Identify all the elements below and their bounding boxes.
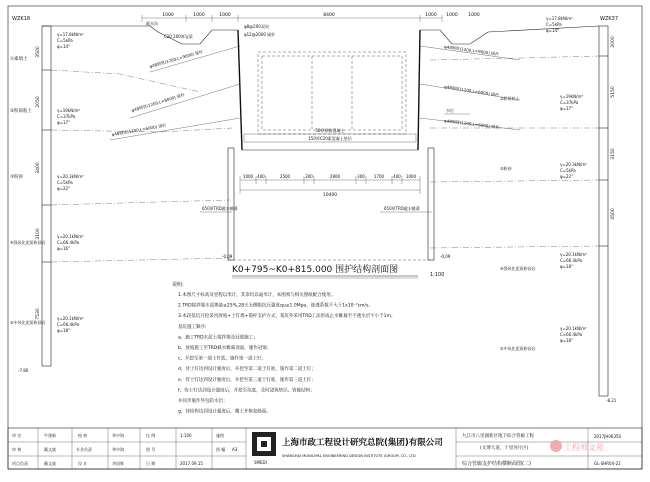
- watermark-icon: [550, 440, 562, 452]
- dim: 1000: [242, 174, 254, 179]
- base-level-right: -0.09: [440, 254, 451, 259]
- right-borehole-column: [599, 26, 608, 396]
- left-layer-name-5: ⑤中风化泥质粉砂岩: [10, 320, 46, 325]
- param: C=66.4kPa: [560, 332, 583, 337]
- right-soil-params: [500, 16, 587, 351]
- tb-label: 专业负责: [76, 447, 92, 452]
- note-line: 1.本图尺寸标高及里程以米计，其余均以毫米计，本图须与相关图纸配合使用。: [178, 293, 336, 298]
- company-name-en: SHANGHAI MUNICIPAL ENGINEERING DESIGN INSTITUTE (GROUP) CO., LTD: [282, 454, 416, 458]
- left-borehole: [10, 16, 51, 373]
- tb-label: 设 计: [78, 461, 88, 466]
- dim-total: 10400: [322, 193, 338, 198]
- tb-name: 华中海: [112, 433, 124, 438]
- right-borehole: [599, 16, 618, 403]
- anchor-label: φ48钢管(1200,L=9000) 锚杆: [443, 44, 500, 57]
- param: φ=16°: [57, 246, 71, 251]
- param: C=5kPa: [560, 168, 576, 173]
- param: γ=20.1kN/m³: [57, 234, 84, 239]
- tb-extra: 图 幅: [216, 447, 226, 452]
- param: γ=17.8kN/m³: [57, 32, 84, 37]
- beam-note: φ8@200双向: [244, 24, 269, 29]
- param: φ=17°: [560, 106, 574, 111]
- bottom-dimensions: [240, 174, 420, 198]
- param: γ=20.1kN/m³: [57, 316, 84, 321]
- dim: 1000: [193, 13, 205, 18]
- drawing-number: 2017JH0635S: [594, 434, 622, 439]
- left-thickness-5: 7530: [36, 308, 41, 320]
- dim: 1000: [219, 13, 231, 18]
- section-title: K0+795~K0+815.000 围护结构剖面图: [232, 265, 399, 275]
- tb-label: 审 核: [12, 447, 22, 452]
- param: φ=18°: [560, 264, 574, 269]
- tb-name: 牛建新: [44, 433, 56, 438]
- dim: 1000: [405, 174, 417, 179]
- note-line: d、待土钉达到设计强度后，开挖至第二道土钉底，施作第二道土钉；: [178, 367, 316, 373]
- trd-wall-right: [428, 148, 434, 260]
- notes-title: 说明:: [172, 282, 184, 288]
- param: φ=22°: [560, 174, 574, 179]
- tb-label: 校 核: [78, 433, 88, 438]
- param: φ=14°: [57, 44, 71, 49]
- tb-label: 日 期: [146, 461, 156, 466]
- notes-block: [172, 281, 395, 415]
- anchor-label: φ48钢管(1200,L=6000) 锚杆: [443, 84, 500, 98]
- dim: 1000: [162, 13, 174, 18]
- note-line: b、放坡施工至TRD截水帷幕顶面，施作冠梁；: [178, 346, 272, 351]
- drawing-title: 综合管廊支护结构横断面图(二): [462, 461, 531, 467]
- project-subname: (文博大道，十里河片区): [480, 446, 529, 451]
- param: C=5kPa: [546, 22, 562, 27]
- left-layer-name-1: ①素填土: [10, 57, 28, 62]
- anchor-label: φ48钢管(1200,L=9000) 锚杆: [148, 48, 204, 69]
- dim: 8400: [323, 13, 335, 18]
- anchor-label: φ48钢管(1200,L=6000) 锚杆: [111, 122, 167, 137]
- param: φ=14°: [546, 28, 560, 33]
- title-block: [8, 428, 642, 469]
- logo-text: SMEDI: [254, 460, 267, 465]
- right-layer-label: ④强风化泥质粉砂岩: [500, 266, 536, 271]
- tb-extra: A3: [232, 447, 238, 452]
- utility-tunnel: [244, 52, 416, 142]
- param: γ=20.1kN/m³: [560, 252, 587, 257]
- param: φ=22°: [57, 186, 71, 191]
- tb-label: 图 号: [146, 447, 156, 452]
- tunnel-outline: [258, 52, 406, 134]
- tb-label: 比 例: [146, 433, 156, 438]
- left-thickness-3: 3400: [36, 162, 41, 174]
- company-logo: [252, 432, 276, 465]
- note-line: 2.TRD搅拌墙水泥掺量≥25%,28天无侧限抗压强度qu≥1.0Mpa，渗透系数不大于1x10⁻⁷cm/s。: [178, 303, 373, 309]
- dim: 1700: [373, 174, 385, 179]
- note-line: e、待土钉达到设计强度后，开挖至第三道土钉底，施作第三道土钉；: [178, 377, 316, 383]
- dim: 1000: [446, 13, 458, 18]
- left-retaining-wall: [238, 30, 242, 150]
- note-line: g、待结构达到设计强度后，覆土并恢复路面。: [178, 409, 271, 415]
- left-soil-params: [57, 32, 84, 333]
- left-layer-name-3: ③粉砂: [10, 175, 24, 180]
- param: γ=19kN/m³: [57, 108, 80, 113]
- sheet-frame: [8, 6, 642, 469]
- excavation-profile: [51, 26, 599, 260]
- param: C=37kPa: [57, 114, 76, 119]
- param: C=66.4kPa: [560, 258, 583, 263]
- tb-value: 2017.09.15: [180, 461, 203, 466]
- trd-wall-left: [228, 148, 234, 260]
- param: γ=19kN/m³: [560, 94, 583, 99]
- tb-value: 1:100: [180, 433, 192, 438]
- company-name: 上海市政工程设计研究总院(集团)有限公司: [282, 438, 443, 448]
- water-label: 水位: [446, 108, 454, 113]
- note-line: 3.本段基坑开挖采用放坡+土钉墙+锚杆支护方式，基坑外采用TRD工法形成止水帷幕至不透水层不小于1m。: [178, 314, 396, 320]
- anchor-label: φ48钢管(1200,L=6000) 锚杆: [443, 118, 500, 130]
- param: C=5kPa: [57, 180, 73, 185]
- param: γ=20.3kN/m³: [560, 162, 587, 167]
- left-borehole-id: WZK18: [12, 16, 31, 22]
- param: φ=18°: [57, 328, 71, 333]
- soil-nails-right: [420, 43, 520, 130]
- dim: 1000: [468, 13, 480, 18]
- pile-note: φ12@2000 锚杆: [244, 32, 276, 37]
- param: φ=18°: [560, 338, 574, 343]
- right-layer-label: ②粉质粘土: [500, 96, 520, 101]
- trd-labels: [200, 205, 451, 259]
- left-layer-name-4: ④强风化泥质粉砂岩: [10, 240, 46, 245]
- trd-right-label: 650厚TRD截水帷幕: [384, 206, 420, 211]
- dim: 400: [393, 174, 401, 179]
- project-name: 九江市八里湖新区地下综合管廊工程: [462, 434, 534, 439]
- soil-nails-left: [110, 46, 240, 140]
- top-dimensions: [142, 12, 480, 22]
- tb-extra: 施图: [216, 433, 224, 438]
- right-thickness-4: 4500: [611, 208, 616, 220]
- section-scale: 1:100: [430, 272, 445, 278]
- anchor-label: φ48钢管(1200,L=8000) 锚杆: [130, 91, 186, 113]
- param: γ=20.3kN/m³: [57, 174, 84, 179]
- left-borehole-column: [42, 26, 51, 366]
- section-title-block: [232, 263, 444, 278]
- right-retaining-wall: [418, 30, 420, 150]
- right-depth-end: -8.21: [606, 398, 617, 403]
- dim: 400: [257, 174, 265, 179]
- dim: 1000: [425, 13, 437, 18]
- tb-label: 项目负责: [12, 461, 28, 466]
- dim: 300: [357, 174, 365, 179]
- param: φ=17°: [57, 120, 71, 125]
- left-layer-name-2: ②粉质粘土: [10, 109, 33, 114]
- base-level-left: -0.09: [222, 254, 233, 259]
- left-thickness-2: 2050: [36, 96, 41, 108]
- right-layer-label: ③粉砂: [500, 166, 512, 171]
- top-annotations: [146, 20, 470, 114]
- tb-name: 戴文斌: [44, 447, 56, 452]
- param: C=5kPa: [57, 38, 73, 43]
- note-line: 并同步施作外包防水层；: [178, 399, 228, 404]
- tb-label: 审 定: [12, 433, 22, 438]
- tb-name: 戴文斌: [44, 461, 56, 466]
- soil-boundaries: [51, 56, 599, 262]
- param: C=37kPa: [560, 100, 579, 105]
- left-depth-end: -7.80: [18, 368, 29, 373]
- left-thickness-1: 3500: [36, 46, 41, 58]
- param: γ=20.1kN/m³: [560, 326, 587, 331]
- beam-label: C20 200厚冠梁: [164, 34, 193, 39]
- dim: 2800: [329, 174, 341, 179]
- note-line: 基坑施工顺序:: [178, 324, 207, 330]
- param: C=66.4kPa: [57, 240, 80, 245]
- right-thickness-3: 3150: [611, 148, 616, 160]
- trd-left-label: 650厚TRD截水帷幕: [202, 206, 238, 211]
- right-borehole-id: WZK37: [600, 16, 619, 22]
- dim: 300: [305, 174, 313, 179]
- tb-name: 华中海: [112, 447, 124, 452]
- watermark-text: 工程师文苑: [564, 443, 604, 452]
- right-thickness-1: 2000: [611, 36, 616, 48]
- note-line: f、待土钉达到设计强度后，开挖至坑底，及时浇筑垫层、管廊结构；: [178, 388, 315, 394]
- param: γ=17.8kN/m³: [546, 16, 573, 21]
- inner-bottom-label: 150厚C20素混凝土垫层: [308, 136, 352, 141]
- right-layer-label: ⑤中风化泥质粉砂岩: [500, 346, 536, 351]
- note-line: c、开挖至第一道土钉底，施作第一道土钉；: [178, 356, 266, 362]
- note-line: a、施工TRD水泥土搅拌墙及冠梁施工；: [178, 335, 258, 341]
- right-thickness-2: 5150: [611, 86, 616, 98]
- sheet-number: GL-SHR04-22: [594, 461, 621, 466]
- inner-top-label: 50厚钢筋混凝土: [315, 128, 345, 133]
- param: C=66.4kPa: [57, 322, 80, 327]
- slope-label: 截水沟: [146, 21, 158, 26]
- left-thickness-4: 3100: [36, 228, 41, 240]
- watermark: [550, 440, 604, 452]
- tb-name: 李国辉: [112, 461, 124, 466]
- dim: 2500: [279, 174, 291, 179]
